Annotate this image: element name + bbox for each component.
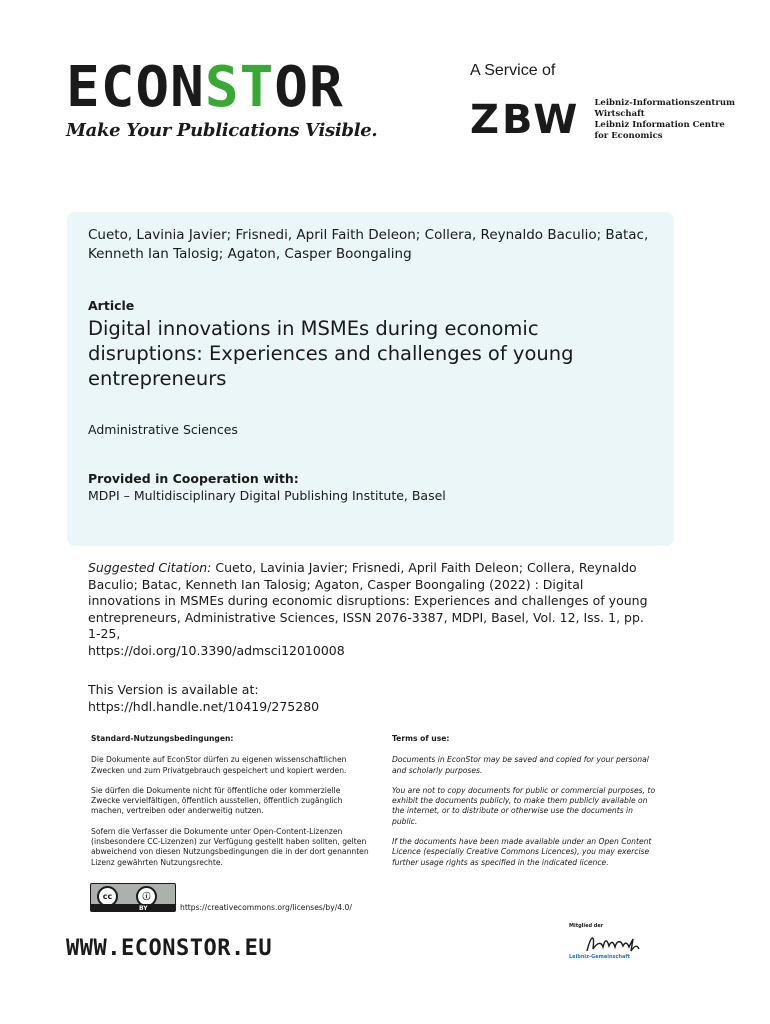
cc-icon: cc bbox=[97, 886, 118, 907]
terms-english-heading: Terms of use: bbox=[392, 734, 450, 743]
cooperation-label: Provided in Cooperation with: bbox=[88, 471, 299, 486]
econstor-website-link[interactable]: WWW.ECONSTOR.EU bbox=[66, 936, 273, 961]
attribution-icon: ⓘ bbox=[136, 886, 157, 907]
terms-english-p1: Documents in EconStor may be saved and copied for your personal and scholarly purposes. bbox=[392, 755, 649, 775]
econstor-logo bbox=[66, 55, 378, 141]
version-info bbox=[88, 681, 319, 715]
zbw-text bbox=[594, 98, 735, 142]
logo-part-or: OR bbox=[274, 55, 344, 120]
terms-german-p1: Die Dokumente auf EconStor dürfen zu eigenen wissenschaftlichen Zwecken und zum Privatgebrauch gespeichert und kopiert werden. bbox=[91, 755, 347, 775]
cc-by-license-icon[interactable] bbox=[90, 883, 176, 912]
terms-german-p3: Sofern die Verfasser die Dokumente unter Open-Content-Lizenzen (insbesondere CC-Lizenzen) zur Verfügung gestellt haben sollten, gelten abweichend von diesen Nutzungsbedingungen die in der dort genannten Lizenz gewährten Nutzungsrechte. bbox=[91, 826, 369, 867]
zbw-line-1: Leibniz-Informationszentrum bbox=[594, 98, 736, 108]
citation-doi-link[interactable]: https://doi.org/10.3390/admsci12010008 bbox=[88, 642, 345, 658]
zbw-line-4: for Economics bbox=[594, 131, 663, 141]
version-label: This Version is available at: bbox=[88, 682, 259, 697]
zbw-line-2: Wirtschaft bbox=[594, 109, 645, 119]
cc-by-label: BY bbox=[139, 905, 148, 912]
service-label: A Service of bbox=[470, 62, 556, 79]
terms-english-p3: If the documents have been made available under an Open Content Licence (especially Creative Commons Licences), you may exercise further usage rights as specified in the indicated licence. bbox=[392, 837, 652, 867]
license-link[interactable]: https://creativecommons.org/licenses/by/4.0/ bbox=[180, 903, 352, 912]
authors: Cueto, Lavinia Javier; Frisnedi, April Faith Deleon; Collera, Reynaldo Baculio; Batac, Kenneth Ian Talosig; Agaton, Casper Boongaling bbox=[88, 227, 649, 262]
logo-part-econ: ECON bbox=[66, 55, 205, 120]
leibniz-gemeinschaft-label: Leibniz-Gemeinschaft bbox=[569, 954, 630, 960]
terms-german-heading: Standard-Nutzungsbedingungen: bbox=[91, 734, 234, 743]
terms-german-p2: Sie dürfen die Dokumente nicht für öffentliche oder kommerzielle Zwecke vervielfältigen, öffentlich ausstellen, öffentlich zugänglich machen, vertreiben oder anderweitig nutzen. bbox=[91, 785, 343, 816]
cooperation-institution: MDPI – Multidisciplinary Digital Publishing Institute, Basel bbox=[88, 488, 446, 503]
document-title: Digital innovations in MSMEs during economic disruptions: Experiences and challenges of young entrepreneurs bbox=[88, 317, 574, 390]
cc-badge-bar bbox=[91, 904, 175, 911]
terms-english bbox=[392, 734, 657, 878]
zbw-line-3: Leibniz Information Centre bbox=[594, 120, 725, 130]
leibniz-logo bbox=[565, 923, 645, 969]
citation-label: Suggested Citation: bbox=[88, 560, 212, 575]
suggested-citation bbox=[88, 560, 653, 659]
terms-english-p2: You are not to copy documents for public or commercial purposes, to exhibit the documents publicly, to make them publicly available on the internet, or to distribute or otherwise use the documents in public. bbox=[392, 785, 656, 826]
logo-slogan: Make Your Publications Visible. bbox=[66, 120, 378, 141]
version-handle-link[interactable]: https://hdl.handle.net/10419/275280 bbox=[88, 699, 320, 714]
leibniz-member-label: Mitglied der bbox=[569, 923, 604, 929]
terms-german bbox=[91, 734, 371, 878]
document-type: Article bbox=[88, 298, 135, 313]
logo-part-st: ST bbox=[204, 55, 275, 120]
econstor-wordmark bbox=[66, 55, 377, 120]
citation-text: Cueto, Lavinia Javier; Frisnedi, April Faith Deleon; Collera, Reynaldo Baculio; Batac, Kenneth Ian Talosig; Agaton, Casper Boongaling (2022) : Digital innovations in MSMEs during economic disruptions: Experiences and challenges of young entrepreneurs, Administrative Sciences, ISSN 2076-3387, MDPI, Basel, Vol. 12, Iss. 1, pp. 1-25, bbox=[88, 560, 648, 641]
zbw-mark: ZBW bbox=[470, 97, 581, 143]
zbw-logo bbox=[470, 98, 735, 142]
journal-name: Administrative Sciences bbox=[88, 422, 238, 437]
